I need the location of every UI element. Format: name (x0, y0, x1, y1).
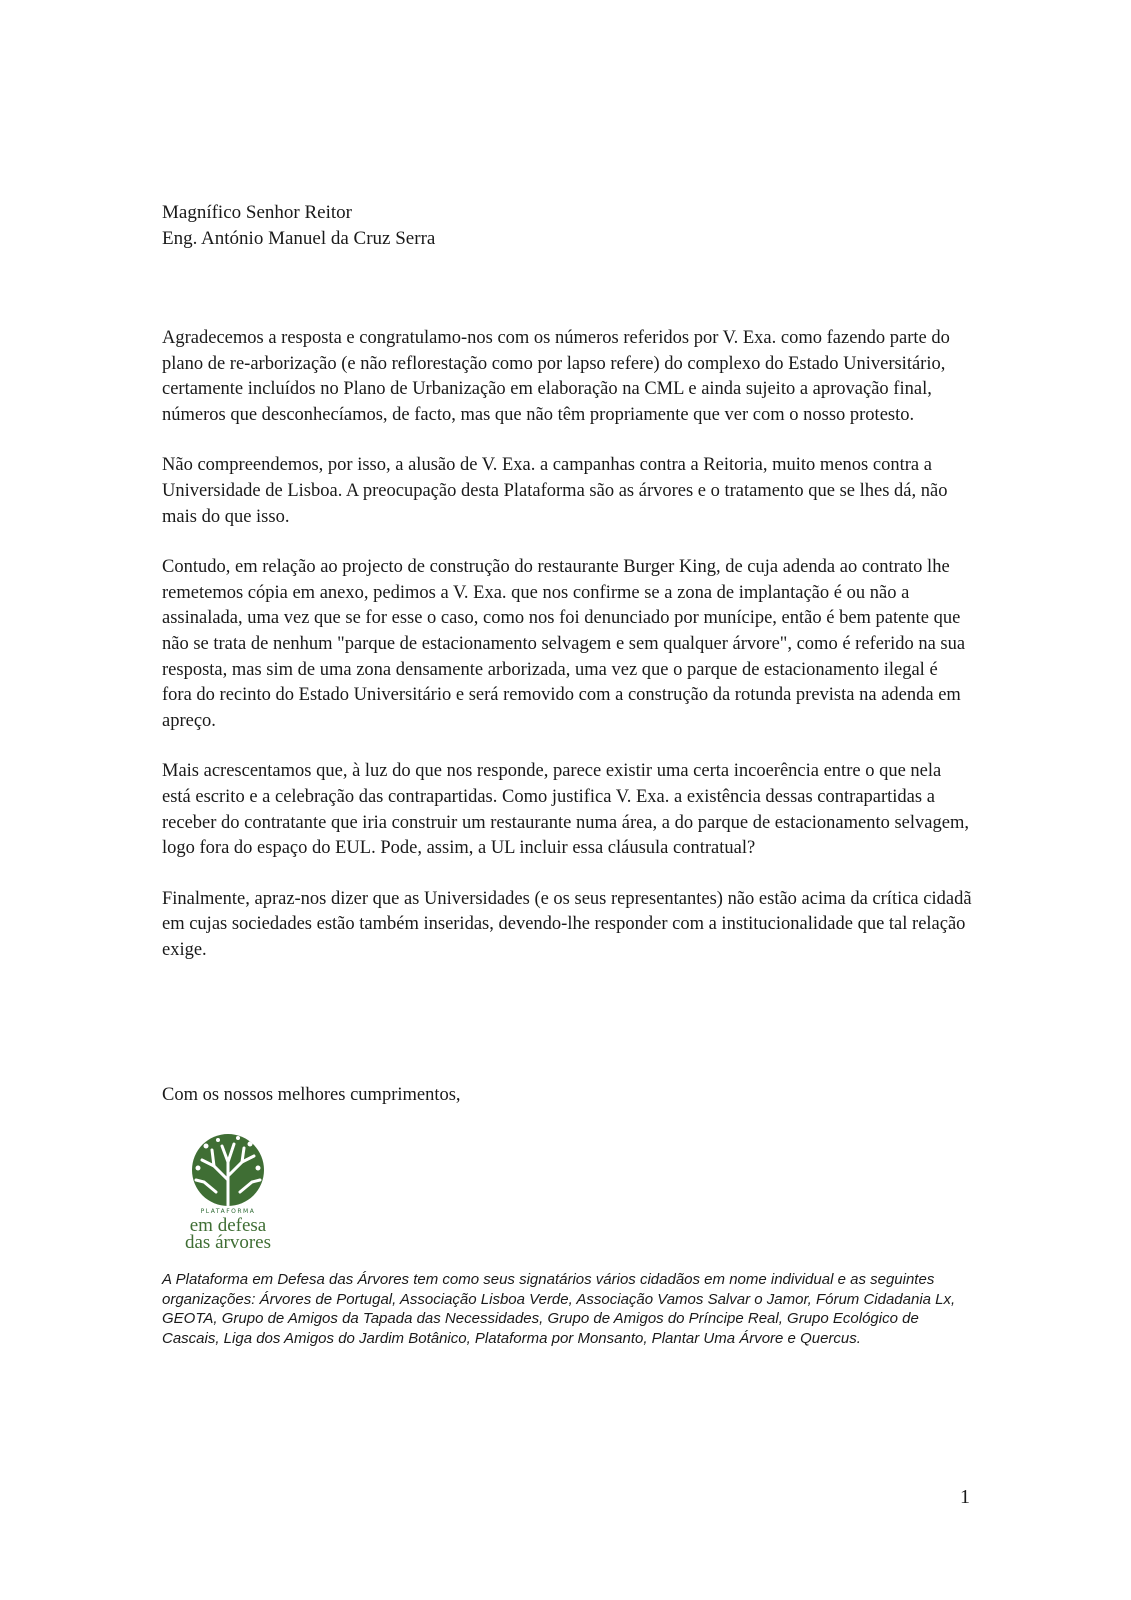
organization-logo (168, 1132, 288, 1252)
footer-note-emphasis: A Plataforma em Defesa das Árvores (162, 1271, 410, 1288)
logo-tag: PLATAFORMA (200, 1208, 256, 1215)
footer-note (162, 1270, 962, 1348)
letter-body (162, 326, 972, 988)
tree-circle-icon (186, 1132, 270, 1210)
salutation (162, 200, 972, 252)
closing: Com os nossos melhores cumprimentos, (162, 1085, 461, 1105)
salutation-title: Magnífico Senhor Reitor (162, 202, 352, 223)
paragraph: Não compreendemos, por isso, a alusão de V. Exa. a campanhas contra a Reitoria, muito menos contra a Universidade de Lisboa. A preocupação desta Plataforma são as árvores e o tratamento que se lhes dá, não mais do que isso. (162, 455, 948, 527)
paragraph: Agradecemos a resposta e congratulamo-nos com os números referidos por V. Exa. como fazendo parte do plano de re-arborização (e não reflorestação como por lapso refere) do complexo do Estado Universitário, certamente incluídos no Plano de Urbanização em elaboração na CML e ainda sujeito a aprovação final, números que desconhecíamos, de facto, mas que não têm propriamente que ver com o nosso protesto. (162, 328, 950, 425)
page-number: 1 (960, 1486, 970, 1508)
logo-text-line1: em defesa (189, 1215, 267, 1236)
paragraph: Contudo, em relação ao projecto de construção do restaurante Burger King, de cuja adenda ao contrato lhe remetemos cópia em anexo, pedimos a V. Exa. que nos confirme se a zona de implantação é ou não a assinalada, uma vez que se for esse o caso, como nos foi denunciado por munícipe, então é bem patente que não se trata de nenhum "parque de estacionamento selvagem e sem qualquer árvore", como é referido na sua resposta, mas sim de uma zona densamente arborizada, uma vez que o parque de estacionamento ilegal é fora do recinto do Estado Universitário e será removido com a construção da rotunda prevista na adenda em apreço. (162, 557, 966, 731)
footer-note-text: tem como seus signatários vários cidadãos em nome individual e as seguintes organizações: Árvores de Portugal, Associação Lisboa Verde, Associação Vamos Salvar o Jamor, Fórum Cidadania Lx, GEOTA, Grupo de Amigos da Tapada das Necessidades, Grupo de Amigos do Príncipe Real, Grupo Ecológico de Cascais, Liga dos Amigos do Jardim Botânico, Plataforma por Monsanto, Plantar Uma Árvore e Quercus. (162, 1271, 956, 1347)
salutation-name: Eng. António Manuel da Cruz Serra (162, 228, 436, 249)
paragraph: Finalmente, apraz-nos dizer que as Universidades (e os seus representantes) não estão acima da crítica cidadã em cujas sociedades estão também inseridas, devendo-lhe responder com a institucionalidade que tal relação exige. (162, 888, 972, 960)
paragraph: Mais acrescentamos que, à luz do que nos responde, parece existir uma certa incoerência entre o que nela está escrito e a celebração das contrapartidas. Como justifica V. Exa. a existência dessas contrapartidas a receber do contratante que iria construir um restaurante numa área, a do parque de estacionamento selvagem, logo fora do espaço do EUL. Pode, assim, a UL incluir essa cláusula contratual? (162, 761, 969, 859)
logo-text-line2: das árvores (185, 1232, 271, 1253)
